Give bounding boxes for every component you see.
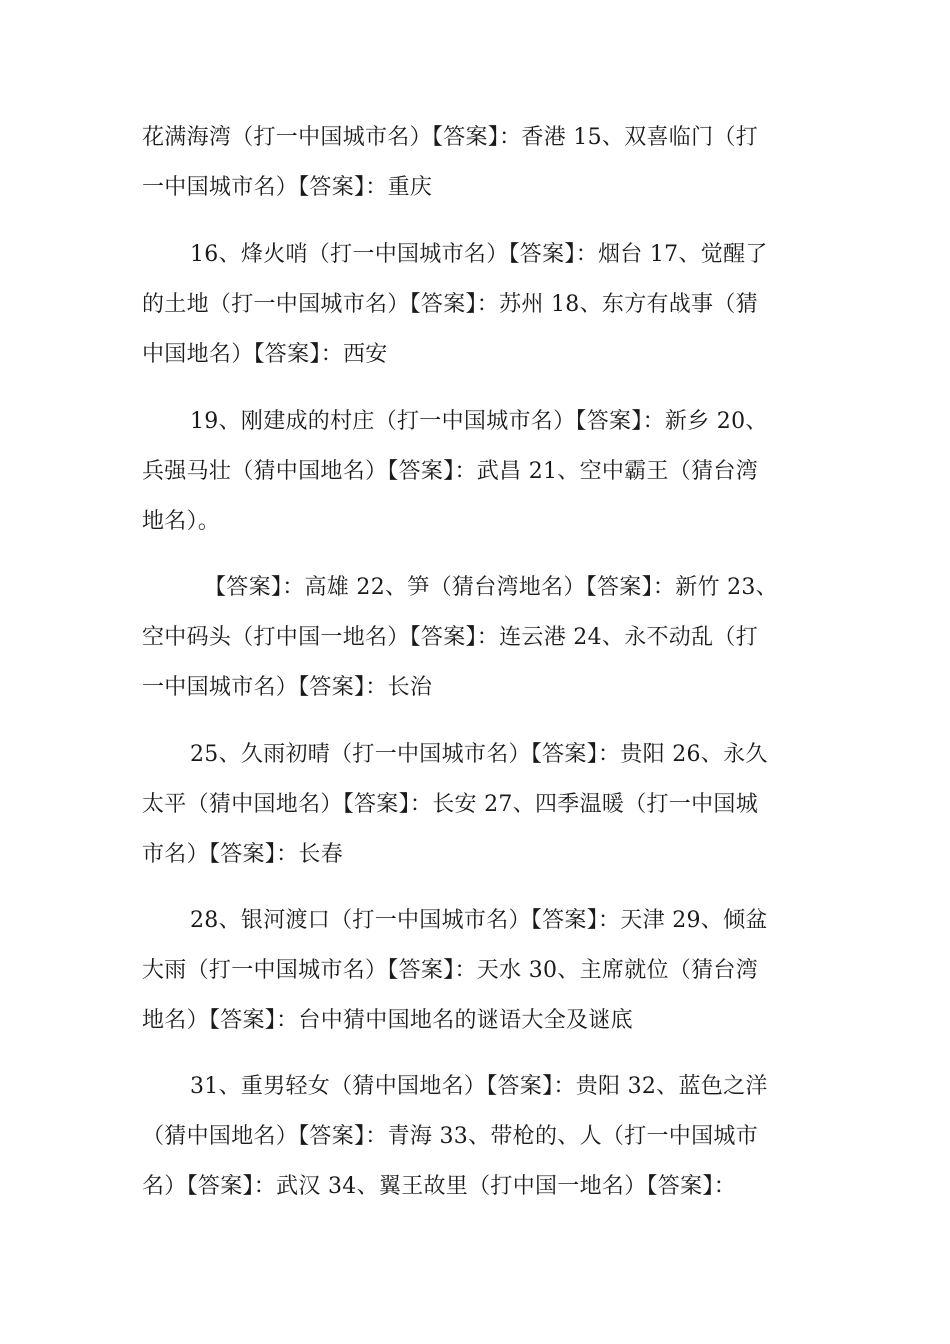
text-line: 兵强马壮（猜中国地名）【答案】：武昌 21、空中霸王（猜台湾 — [142, 459, 758, 484]
paragraph-1 — [142, 113, 812, 213]
text-line: 16、烽火哨（打一中国城市名）【答案】：烟台 17、觉醒了 — [190, 242, 768, 267]
text-line: 一中国城市名）【答案】：重庆 — [142, 175, 433, 200]
text-line: 中国地名）【答案】：西安 — [142, 342, 388, 367]
text-line: 31、重男轻女（猜中国地名）【答案】：贵阳 32、蓝色之洋 — [190, 1074, 768, 1099]
text-line: 的土地（打一中国城市名）【答案】：苏州 18、东方有战事（猜 — [142, 292, 758, 317]
paragraph-7 — [142, 1062, 812, 1212]
paragraph-4 — [142, 563, 812, 713]
text-line: 名）【答案】：武汉 34、翼王故里（打中国一地名）【答案】： — [142, 1174, 736, 1199]
paragraph-6 — [142, 896, 812, 1046]
text-line: 太平（猜中国地名）【答案】：长安 27、四季温暖（打一中国城 — [142, 792, 758, 817]
paragraph-5 — [142, 730, 812, 880]
text-line: 市名）【答案】：长春 — [142, 842, 344, 867]
text-line: 空中码头（打中国一地名）【答案】：连云港 24、永不动乱（打 — [142, 625, 758, 650]
text-line: （猜中国地名）【答案】：青海 33、带枪的、人（打一中国城市 — [142, 1124, 758, 1149]
paragraph-3 — [142, 397, 812, 547]
text-line: 19、刚建成的村庄（打一中国城市名）【答案】：新乡 20、 — [190, 409, 768, 434]
text-line: 【答案】：高雄 22、笋（猜台湾地名）【答案】：新竹 23、 — [204, 575, 778, 600]
text-line: 花满海湾（打一中国城市名）【答案】：香港 15、双喜临门（打 — [142, 125, 758, 150]
text-line: 地名）【答案】：台中猜中国地名的谜语大全及谜底 — [142, 1008, 633, 1033]
text-line: 25、久雨初晴（打一中国城市名）【答案】：贵阳 26、永久 — [190, 742, 768, 767]
paragraph-2 — [142, 230, 812, 380]
text-line: 大雨（打一中国城市名）【答案】：天水 30、主席就位（猜台湾 — [142, 958, 758, 983]
text-line: 地名）。 — [142, 509, 221, 534]
text-line: 28、银河渡口（打一中国城市名）【答案】：天津 29、倾盆 — [190, 908, 768, 933]
text-line: 一中国城市名）【答案】：长治 — [142, 675, 433, 700]
